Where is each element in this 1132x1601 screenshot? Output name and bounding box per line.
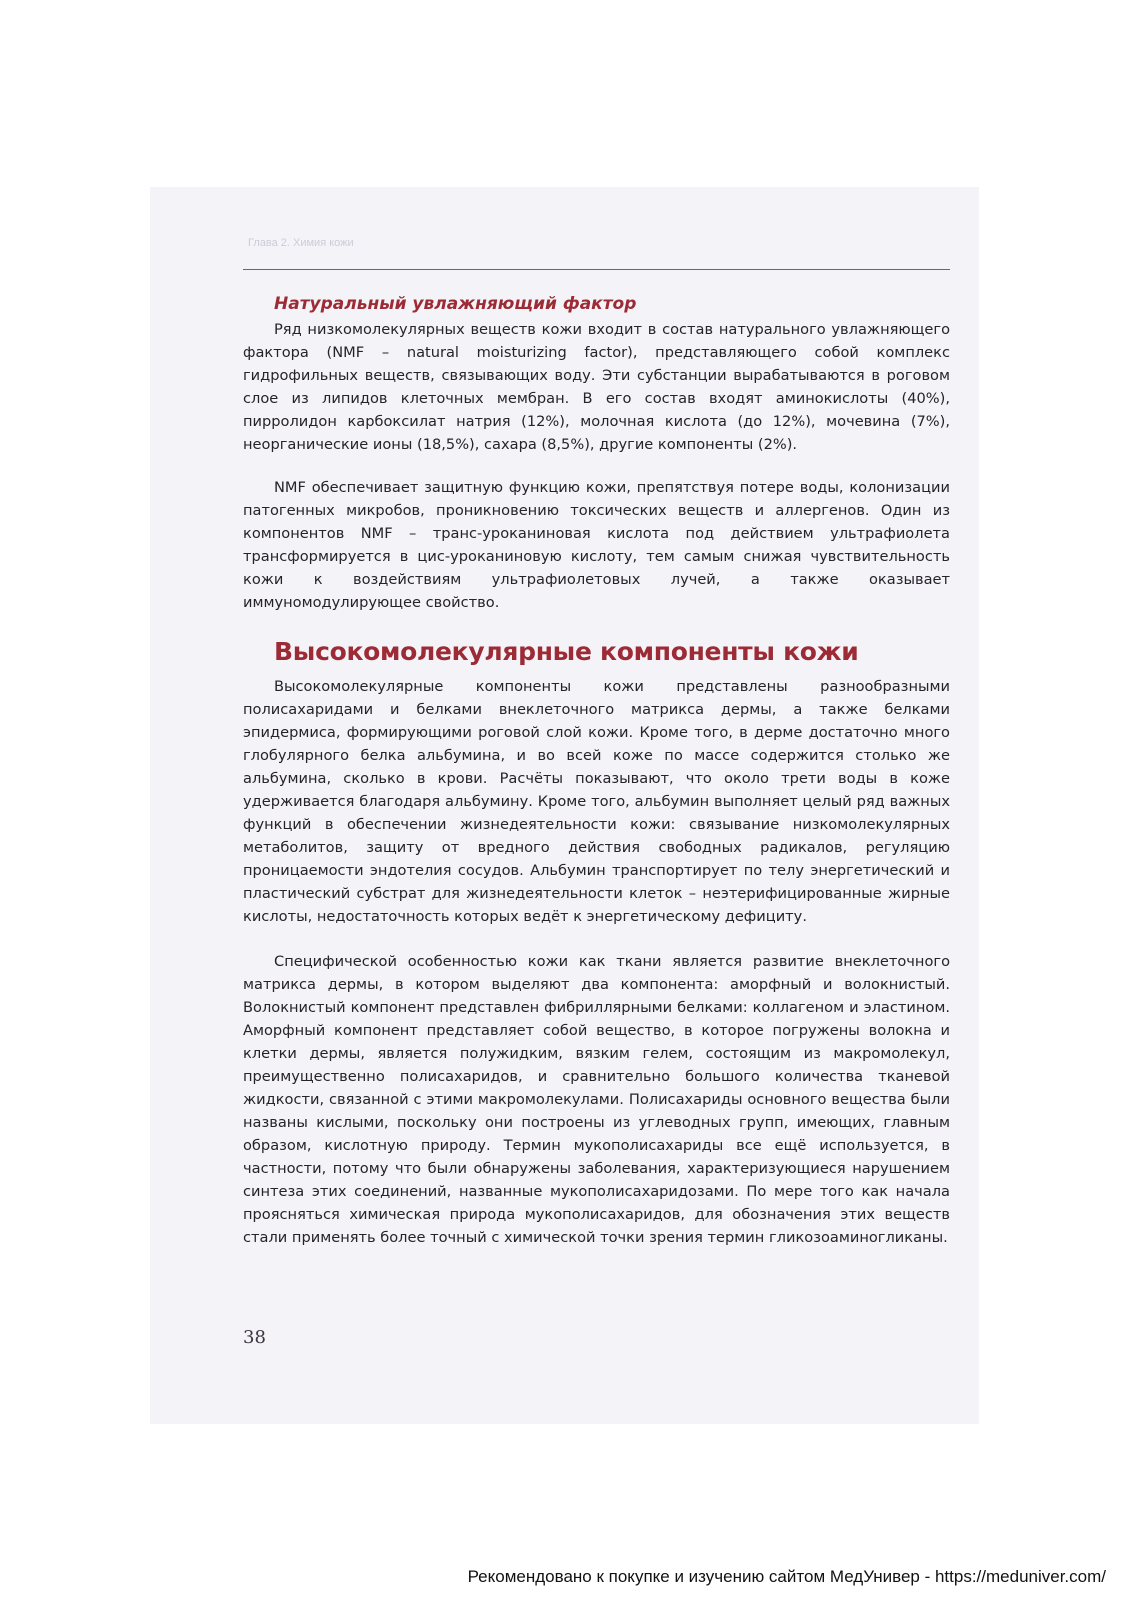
page-number: 38 — [243, 1327, 266, 1348]
footer-recommendation: Рекомендовано к покупке и изучению сайтом МедУнивер - https://meduniver.com/ — [467, 1567, 1106, 1586]
paragraph-nmf-function: NMF обеспечивает защитную функцию кожи, препятствуя потере воды, колонизации патогенных микробов, проникновению токсических веществ и аллергенов. Один из компонентов NMF – транс-уроканиновая кислота под действием ультрафиолета трансформируется в цис-уроканиновую кислоту, тем самым снижая чувствительность кожи к воздействиям ультрафиолетовых лучей, а также оказывает иммуномодулирующее свойство. — [243, 479, 950, 611]
page-content — [243, 293, 950, 1249]
paragraph-nmf-composition: Ряд низкомолекулярных веществ кожи входит в состав натурального увлажняющего фактора (NMF – natural moisturizing factor), представляющего собой комплекс гидрофильных веществ, связывающих воду. Эти субстанции вырабатываются в роговом слое из липидов клеточных мембран. В его состав входят аминокислоты (40%), пирролидон карбоксилат натрия (12%), молочная кислота (до 12%), мочевина (7%), неорганические ионы (18,5%), сахара (8,5%), другие компоненты (2%). — [243, 321, 950, 453]
section-heading-macromolecular: Высокомолекулярные компоненты кожи — [274, 637, 859, 666]
running-head: Глава 2. Химия кожи — [248, 237, 354, 249]
section-subheading-nmf: Натуральный увлажняющий фактор — [274, 294, 637, 314]
paragraph-gap — [243, 456, 950, 476]
paragraph-gap — [243, 928, 950, 950]
scanned-page — [150, 187, 979, 1424]
paragraph-albumin: Высокомолекулярные компоненты кожи представлены разнообразными полисахаридами и белками внеклеточного матрикса дермы, а также белками эпидермиса, формирующими роговой слой кожи. Кроме того, в дерме достаточно много глобулярного белка альбумина, и во всей коже по массе содержится столько же альбумина, сколько в крови. Расчёты показывают, что около трети воды в коже удерживается благодаря альбумину. Кроме того, альбумин выполняет целый ряд важных функций в обеспечении жизнедеятельности кожи: связывание низкомолекулярных метаболитов, защиту от вредного действия свободных радикалов, регуляцию проницаемости эндотелия сосудов. Альбумин транспортирует по телу энергетический и пластический субстрат для жизнедеятельности клеток – неэтерифицированные жирные кислоты, недостаточность которых ведёт к энергетическому дефициту. — [243, 678, 950, 925]
paragraph-extracellular-matrix: Специфической особенностью кожи как ткани является развитие внеклеточного матрикса дермы, в котором выделяют два компонента: аморфный и волокнистый. Волокнистый компонент представлен фибриллярными белками: коллагеном и эластином. Аморфный компонент представляет собой вещество, в которое погружены волокна и клетки дермы, является полужидким, вязким гелем, состоящим из макромолекул, преимущественно полисахаридов, и сравнительно большого количества тканевой жидкости, связанной с этими макромолекулами. Полисахариды основного вещества были названы кислыми, поскольку они построены из углеводных групп, имеющих, главным образом, кислотную природу. Термин мукополисахариды все ещё используется, в частности, потому что были обнаружены заболевания, характеризующиеся нарушением синтеза этих соединений, названные мукополисахаридозами. По мере того как начала проясняться химическая природа мукополисахаридов, для обозначения этих веществ стали применять более точный с химической точки зрения термин гликозоаминогликаны. — [243, 953, 950, 1246]
section-gap — [243, 614, 950, 636]
header-rule — [243, 269, 950, 270]
